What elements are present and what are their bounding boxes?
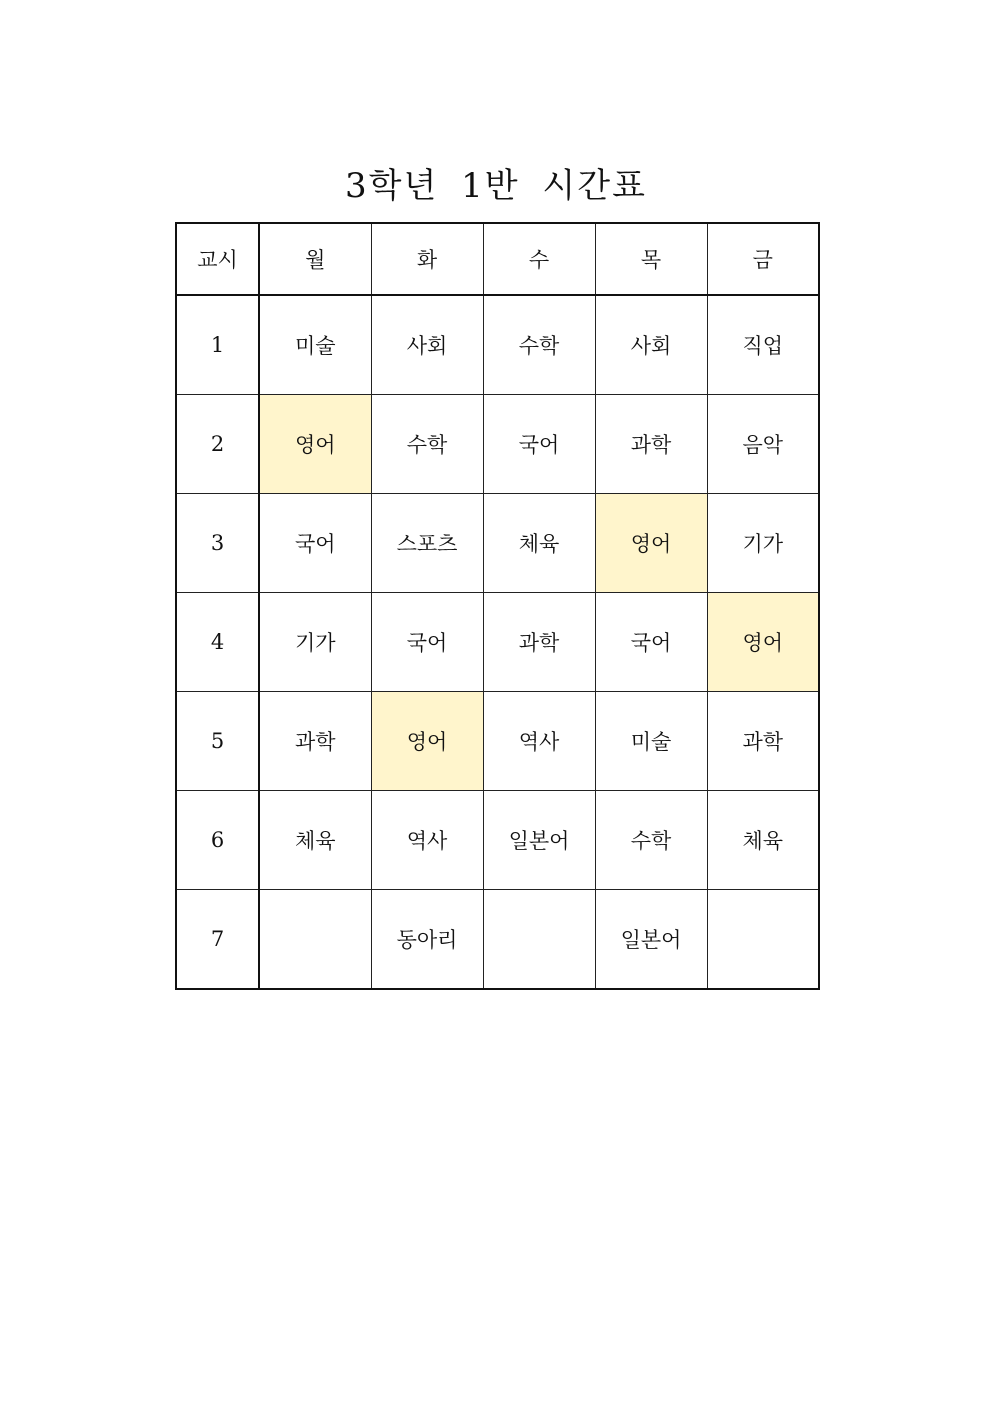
subject-cell: 수학 — [595, 791, 707, 890]
period-cell: 5 — [176, 692, 259, 791]
subject-cell — [483, 890, 595, 990]
period-cell: 1 — [176, 295, 259, 395]
header-period: 교시 — [176, 223, 259, 295]
subject-cell: 체육 — [259, 791, 371, 890]
table-row — [176, 494, 819, 593]
subject-cell: 영어 — [707, 593, 819, 692]
subject-cell: 직업 — [707, 295, 819, 395]
subject-cell: 스포츠 — [371, 494, 483, 593]
subject-cell: 미술 — [259, 295, 371, 395]
header-wed: 수 — [483, 223, 595, 295]
subject-cell: 사회 — [371, 295, 483, 395]
subject-cell: 일본어 — [595, 890, 707, 990]
subject-cell: 일본어 — [483, 791, 595, 890]
period-cell: 2 — [176, 395, 259, 494]
period-cell: 6 — [176, 791, 259, 890]
header-thu: 목 — [595, 223, 707, 295]
subject-cell — [707, 890, 819, 990]
table-row — [176, 791, 819, 890]
subject-cell: 과학 — [595, 395, 707, 494]
period-cell: 3 — [176, 494, 259, 593]
timetable — [175, 222, 820, 990]
subject-cell: 과학 — [259, 692, 371, 791]
table-row — [176, 890, 819, 990]
table-row — [176, 295, 819, 395]
subject-cell: 체육 — [707, 791, 819, 890]
subject-cell: 기가 — [259, 593, 371, 692]
header-row — [176, 223, 819, 295]
subject-cell: 역사 — [483, 692, 595, 791]
subject-cell: 영어 — [259, 395, 371, 494]
period-cell: 4 — [176, 593, 259, 692]
subject-cell: 국어 — [595, 593, 707, 692]
subject-cell: 영어 — [595, 494, 707, 593]
period-cell: 7 — [176, 890, 259, 990]
subject-cell: 국어 — [371, 593, 483, 692]
subject-cell: 체육 — [483, 494, 595, 593]
subject-cell: 사회 — [595, 295, 707, 395]
page-title: 3학년 1반 시간표 — [345, 166, 647, 206]
table-row — [176, 395, 819, 494]
subject-cell: 수학 — [371, 395, 483, 494]
subject-cell: 기가 — [707, 494, 819, 593]
subject-cell: 수학 — [483, 295, 595, 395]
subject-cell: 동아리 — [371, 890, 483, 990]
table-row — [176, 593, 819, 692]
subject-cell: 과학 — [483, 593, 595, 692]
header-mon: 월 — [259, 223, 371, 295]
subject-cell: 미술 — [595, 692, 707, 791]
header-tue: 화 — [371, 223, 483, 295]
subject-cell: 음악 — [707, 395, 819, 494]
subject-cell: 국어 — [483, 395, 595, 494]
subject-cell: 국어 — [259, 494, 371, 593]
table-row — [176, 692, 819, 791]
subject-cell: 과학 — [707, 692, 819, 791]
subject-cell: 역사 — [371, 791, 483, 890]
subject-cell — [259, 890, 371, 990]
subject-cell: 영어 — [371, 692, 483, 791]
header-fri: 금 — [707, 223, 819, 295]
